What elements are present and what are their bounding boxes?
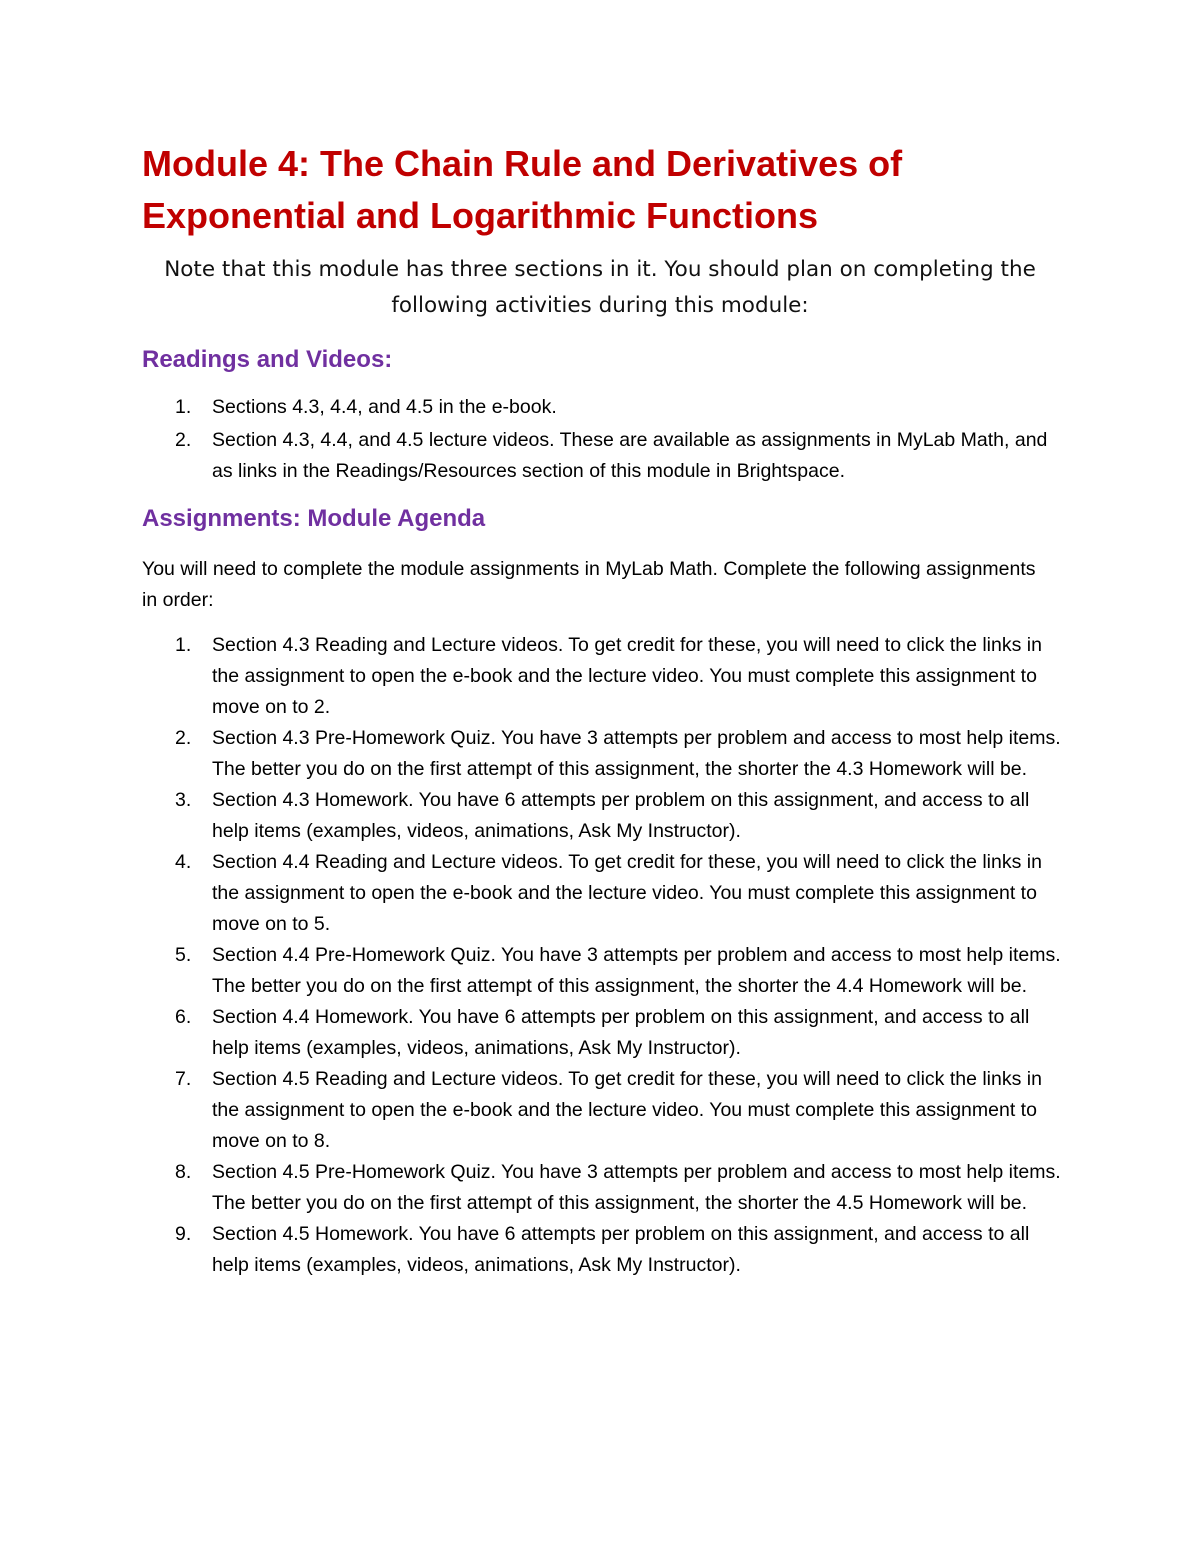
list-item-number: 4.: [175, 851, 192, 873]
list-item-number: 1.: [175, 634, 192, 656]
assignments-heading: Assignments: Module Agenda: [142, 505, 486, 532]
list-item: [142, 1219, 1062, 1281]
page-title: Module 4: The Chain Rule and Derivatives of Exponential and Logarithmic Functions: [142, 143, 903, 236]
list-item: [142, 723, 1062, 785]
list-item-text: Section 4.5 Reading and Lecture videos. To get credit for these, you will need to click the links in the assignment to open the e-book and the lecture video. You must complete this assignment to move on to 8.: [212, 1068, 1042, 1152]
list-item-number: 3.: [175, 789, 192, 811]
list-item-text: Section 4.3 Homework. You have 6 attempts per problem on this assignment, and access to all help items (examples, videos, animations, Ask My Instructor).: [212, 789, 1030, 842]
list-item: [142, 1064, 1062, 1157]
list-item-number: 6.: [175, 1006, 192, 1028]
list-item: [142, 1157, 1062, 1219]
list-item: [142, 425, 1062, 487]
list-item-text: Section 4.5 Pre-Homework Quiz. You have 3 attempts per problem and access to most help items. The better you do on the first attempt of this assignment, the shorter the 4.5 Homework will be.: [212, 1161, 1061, 1214]
list-item-text: Section 4.3, 4.4, and 4.5 lecture videos. These are available as assignments in MyLab Math, and as links in the Readings/Resources section of this module in Brightspace.: [212, 429, 1048, 482]
list-item: [142, 1002, 1062, 1064]
list-item-number: 2.: [175, 727, 192, 749]
list-item-number: 7.: [175, 1068, 192, 1090]
list-item-number: 2.: [175, 429, 192, 451]
list-item: [142, 630, 1062, 723]
list-item-text: Section 4.3 Pre-Homework Quiz. You have 3 attempts per problem and access to most help items. The better you do on the first attempt of this assignment, the shorter the 4.3 Homework will be.: [212, 727, 1061, 780]
list-item-text: Section 4.5 Homework. You have 6 attempts per problem on this assignment, and access to all help items (examples, videos, animations, Ask My Instructor).: [212, 1223, 1030, 1276]
list-item-number: 8.: [175, 1161, 192, 1183]
list-item: [142, 940, 1062, 1002]
list-item-text: Section 4.4 Homework. You have 6 attempts per problem on this assignment, and access to all help items (examples, videos, animations, Ask My Instructor).: [212, 1006, 1030, 1059]
list-item-text: Section 4.3 Reading and Lecture videos. To get credit for these, you will need to click the links in the assignment to open the e-book and the lecture video. You must complete this assignment to move on to 2.: [212, 634, 1042, 718]
readings-heading: Readings and Videos:: [142, 346, 393, 373]
list-item-text: Sections 4.3, 4.4, and 4.5 in the e-book.: [212, 396, 557, 418]
list-item: [142, 785, 1062, 847]
list-item: [142, 392, 1062, 423]
list-item: [142, 847, 1062, 940]
list-item-number: 1.: [175, 396, 192, 418]
readings-list: [142, 392, 1062, 489]
assignments-intro: You will need to complete the module assignments in MyLab Math. Complete the following assignments in order:: [142, 558, 1036, 611]
list-item-text: Section 4.4 Reading and Lecture videos. To get credit for these, you will need to click the links in the assignment to open the e-book and the lecture video. You must complete this assignment to move on to 5.: [212, 851, 1042, 935]
list-item-text: Section 4.4 Pre-Homework Quiz. You have 3 attempts per problem and access to most help items. The better you do on the first attempt of this assignment, the shorter the 4.4 Homework will be.: [212, 944, 1061, 997]
list-item-number: 9.: [175, 1223, 192, 1245]
assignments-list: [142, 630, 1062, 1281]
list-item-number: 5.: [175, 944, 192, 966]
intro-paragraph: Note that this module has three sections in it. You should plan on completing the following activities during this module:: [164, 257, 1036, 318]
